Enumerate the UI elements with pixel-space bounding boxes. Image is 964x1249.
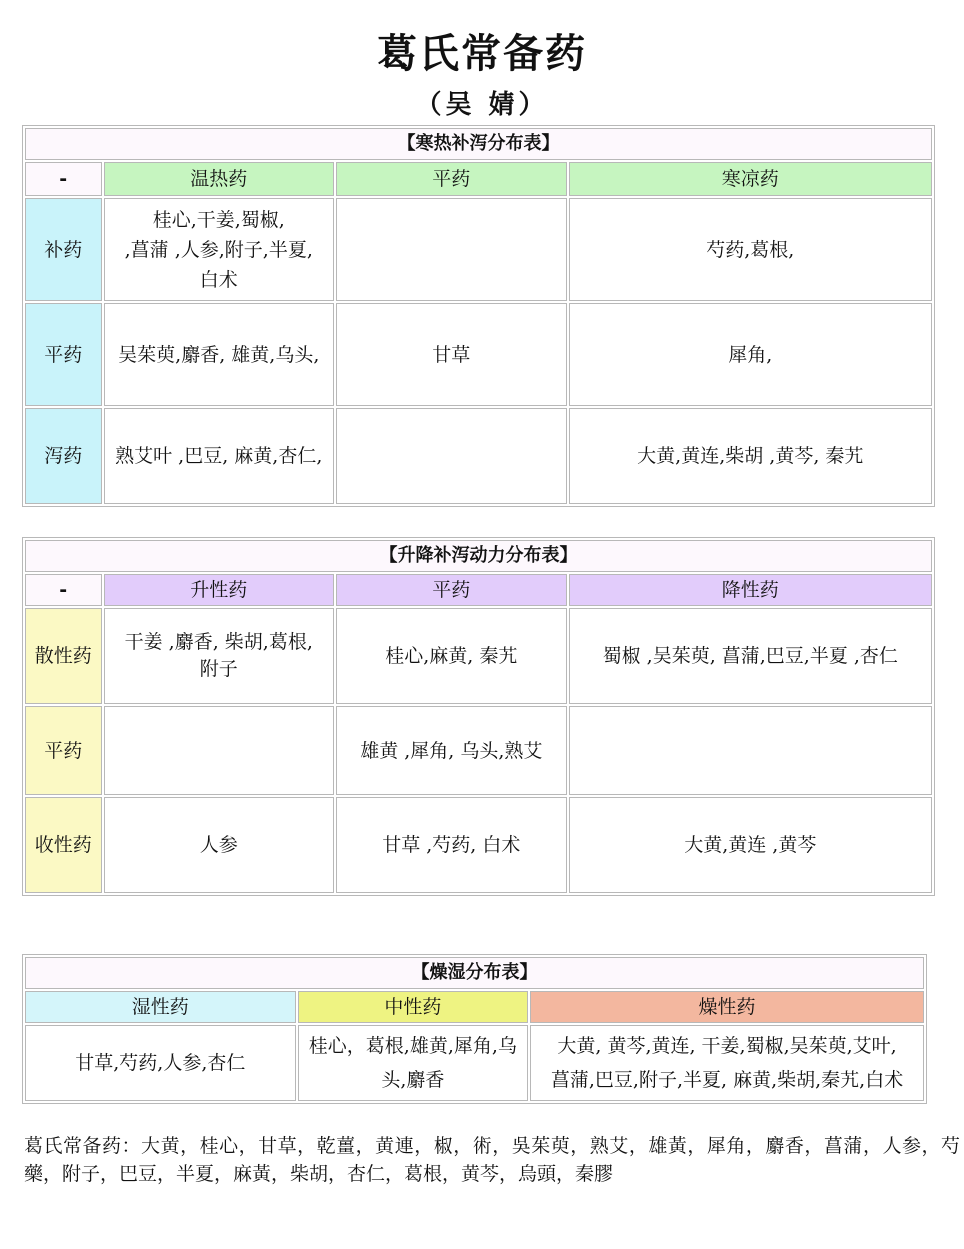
row-header-astringe: 收性药: [25, 797, 102, 893]
table-cell: 人参: [104, 797, 335, 893]
row-header-neutral: 平药: [25, 706, 102, 795]
table-cell: 大黄,黄连 ,黄芩: [569, 797, 932, 893]
table-caption: 【寒热补泻分布表】: [25, 128, 932, 160]
column-header-warm: 温热药: [104, 162, 335, 196]
table-cell: 甘草,芍药,人参,杏仁: [25, 1025, 296, 1101]
corner-cell: -: [25, 574, 102, 606]
table-cell: 大黄,黄连,柴胡 ,黄芩, 秦艽: [569, 408, 932, 504]
table-caption: 【燥湿分布表】: [25, 957, 924, 989]
table-cell: [104, 706, 335, 795]
table-cell: 桂心,麻黄, 秦艽: [336, 608, 567, 704]
dry-damp-table: [22, 954, 927, 1104]
column-header-cold: 寒凉药: [569, 162, 932, 196]
table-cell: 熟艾叶 ,巴豆, 麻黄,杏仁,: [104, 408, 335, 504]
table-caption: 【升降补泻动力分布表】: [25, 540, 932, 572]
row-header-neutral: 平药: [25, 303, 102, 406]
row-header-tonify: 补药: [25, 198, 102, 301]
table-cell: 吴茱萸,麝香, 雄黄,乌头,: [104, 303, 335, 406]
ascend-descend-table: [22, 537, 935, 896]
table-cell: 干姜 ,麝香, 柴胡,葛根, 附子: [104, 608, 335, 704]
table-cell: 大黄, 黄芩,黄连, 干姜,蜀椒,吴茱萸,艾叶, 菖蒲,巴豆,附子,半夏, 麻黄,柴胡,秦艽,白术: [530, 1025, 924, 1101]
column-header-dry: 燥性药: [530, 991, 924, 1023]
table-cell: 桂心，葛根,雄黄,犀角,乌 头,麝香: [298, 1025, 529, 1101]
column-header-neutral: 平药: [336, 574, 567, 606]
row-header-purge: 泻药: [25, 408, 102, 504]
footer-medicine-list: 葛氏常备药：大黄，桂心，甘草，乾薑，黄連，椒，術，吳茱萸，熟艾，雄黃，犀角，麝香，菖蒲，人参，芍藥，附子，巴豆，半夏，麻黃，柴胡，杏仁，葛根，黄芩，烏頭，秦膠: [24, 1135, 960, 1185]
page-title: 葛氏常备药: [377, 31, 587, 77]
table-cell: 芍药,葛根,: [569, 198, 932, 301]
column-header-neutral: 中性药: [298, 991, 529, 1023]
column-header-damp: 湿性药: [25, 991, 296, 1023]
hot-cold-table: [22, 125, 935, 507]
table-cell: [336, 408, 567, 504]
table-cell: 甘草: [336, 303, 567, 406]
column-header-ascend: 升性药: [104, 574, 335, 606]
table-cell: 蜀椒 ,吴茱萸, 菖蒲,巴豆,半夏 ,杏仁: [569, 608, 932, 704]
column-header-neutral: 平药: [336, 162, 567, 196]
column-header-descend: 降性药: [569, 574, 932, 606]
table-cell: 桂心,干姜,蜀椒, ,菖蒲 ,人参,附子,半夏, 白术: [104, 198, 335, 301]
author-name: （吴 婧）: [415, 90, 549, 120]
table-cell: 犀角,: [569, 303, 932, 406]
corner-cell: -: [25, 162, 102, 196]
table-cell: 甘草 ,芍药, 白术: [336, 797, 567, 893]
table-cell: 雄黄 ,犀角, 乌头,熟艾: [336, 706, 567, 795]
table-cell: [336, 198, 567, 301]
row-header-disperse: 散性药: [25, 608, 102, 704]
table-cell: [569, 706, 932, 795]
